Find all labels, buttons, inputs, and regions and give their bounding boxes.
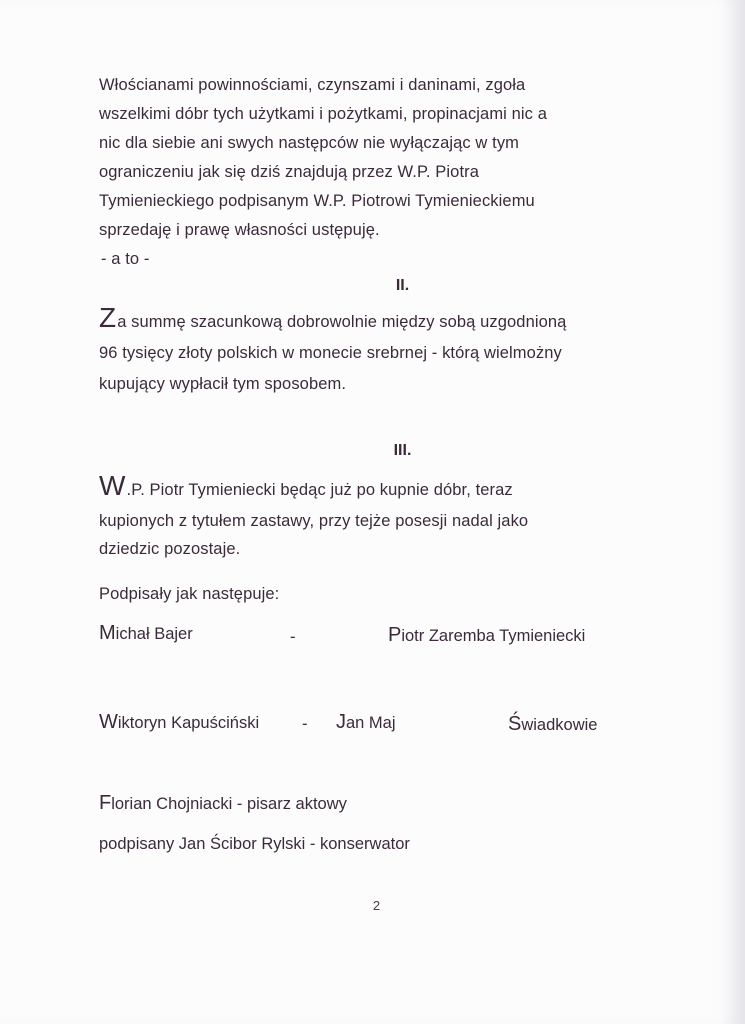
- section-3-line: [99, 470, 619, 506]
- paragraph-1-line: wszelkimi dóbr tych użytkami i pożytkami, propinacjami nic a: [99, 105, 547, 123]
- signature-initial: J: [336, 711, 346, 733]
- section-3-line: dziedzic pozostaje.: [99, 540, 241, 558]
- scan-shadow-edge: [717, 0, 745, 1024]
- signature-dash: -: [302, 715, 308, 733]
- signature-swiadkowie: [508, 713, 597, 736]
- signature-dash: -: [290, 628, 296, 646]
- paragraph-1-line: Włościanami powinnościami, czynszami i daninami, zgoła: [99, 76, 526, 94]
- paragraph-1-line: sprzedaję i prawę własności ustępuję.: [99, 221, 380, 239]
- signature-wiktoryn-kapuscinski: [99, 711, 259, 734]
- section-2-line: kupujący wypłacił tym sposobem.: [99, 375, 347, 393]
- section-3-heading: III.: [393, 442, 412, 459]
- signature-initial: M: [99, 622, 116, 644]
- signature-initial: W: [99, 711, 118, 733]
- section-2-heading: II.: [395, 277, 410, 294]
- signature-rest: ichał Bajer: [115, 625, 193, 643]
- signature-rest: an Maj: [346, 714, 396, 732]
- paragraph-1-line: ograniczeniu jak się dziś znajdują przez W.P. Piotra: [99, 163, 480, 181]
- signature-piotr-zaremba-tymieniecki: [388, 624, 585, 647]
- signature-rest: iotr Zaremba Tymieniecki: [401, 627, 586, 645]
- signature-initial: F: [99, 792, 112, 814]
- paragraph-1-line: - a to -: [101, 250, 150, 268]
- section-3-line: kupionych z tytułem zastawy, przy tejże posesji nadal jako: [99, 512, 529, 530]
- signature-rest: iktoryn Kapuściński: [117, 714, 260, 732]
- signature-rest: wiadkowie: [521, 716, 598, 734]
- section-2-text: [99, 302, 619, 400]
- page-number: 2: [372, 898, 381, 913]
- section-2-dropcap: Z: [99, 302, 117, 333]
- paragraph-1: [99, 71, 619, 274]
- signature-rest: lorian Chojniacki - pisarz aktowy: [111, 795, 347, 813]
- signature-florian-chojniacki: [99, 792, 347, 815]
- signature-jan-maj: [336, 711, 396, 734]
- signature-initial: Ś: [508, 713, 522, 735]
- paragraph-1-line: Tymienieckiego podpisanym W.P. Piotrowi Tymienieckiemu: [99, 192, 535, 210]
- signatures-intro: Podpisały jak następuje:: [99, 585, 280, 603]
- section-3-text: [99, 470, 619, 565]
- signature-initial: P: [388, 624, 402, 646]
- section-3-dropcap: W: [99, 470, 126, 501]
- section-2-line: [99, 302, 619, 338]
- signature-jan-scibor-rylski: podpisany Jan Ścibor Rylski - konserwator: [99, 835, 410, 853]
- signature-michal-bajer: [99, 622, 193, 645]
- section-3-line-text: .P. Piotr Tymieniecki będąc już po kupnie dóbr, teraz: [126, 481, 513, 499]
- section-2-line: 96 tysięcy złoty polskich w monecie srebrnej - którą wielmożny: [99, 344, 562, 362]
- paragraph-1-line: nic dla siebie ani swych następców nie wyłączając w tym: [99, 134, 520, 152]
- section-2-line-text: a summę szacunkową dobrowolnie między sobą uzgodnioną: [117, 313, 567, 331]
